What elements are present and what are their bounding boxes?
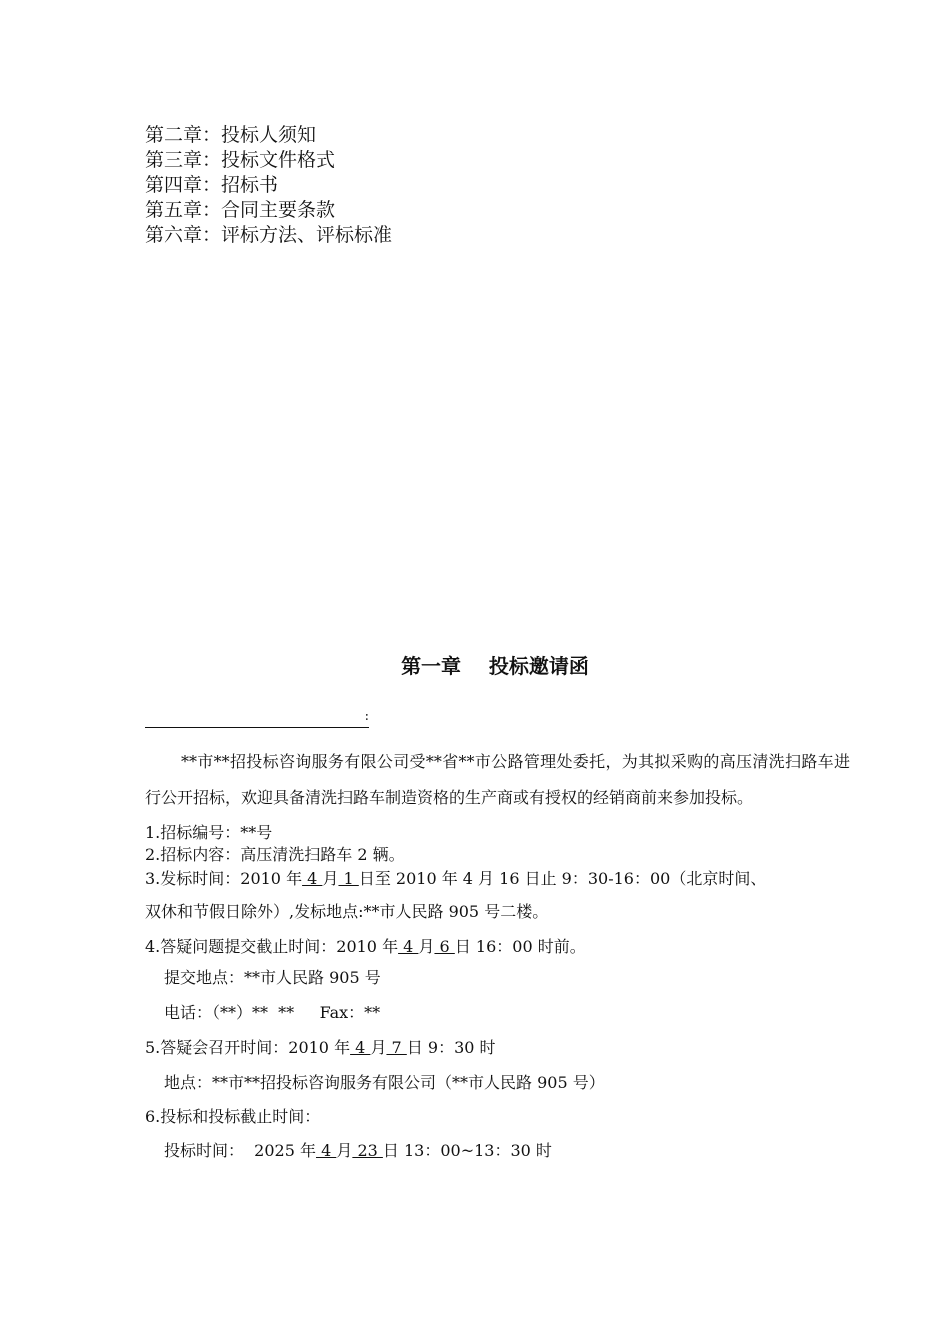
- month-field: 4: [302, 869, 323, 888]
- contact-phone-fax: 电话：（**）** ** Fax：**: [164, 1003, 381, 1022]
- text-segment: 日 16：00 时前。: [454, 937, 586, 956]
- item-issue-place: 双休和节假日除外）,发标地点:**市人民路 905 号二楼。: [145, 902, 549, 921]
- toc-item: 第四章：招标书: [145, 174, 279, 196]
- item-qa-meeting: [145, 1030, 850, 1066]
- meeting-place: 地点：**市**招投标咨询服务有限公司（**市人民路 905 号）: [164, 1073, 605, 1092]
- addressee-colon: :: [364, 709, 369, 724]
- text-segment: 日 9：30 时: [406, 1038, 496, 1057]
- item-bid-deadline-heading: 6.投标和投标截止时间：: [145, 1107, 321, 1126]
- text-segment: 日至 2010 年 4 月 16 日止 9：30-16：00（北京时间、: [358, 869, 767, 888]
- submission-place: 提交地点：**市人民路 905 号: [164, 968, 381, 987]
- text-segment: 日 13：00~13：30 时: [382, 1141, 552, 1160]
- bid-time: [145, 1134, 850, 1168]
- chapter-title-text: 第一章 投标邀请函: [401, 654, 589, 678]
- text-segment: 月: [370, 1038, 387, 1057]
- day-field: 6: [434, 937, 455, 956]
- item-bid-number: 1.招标编号：**号: [145, 823, 273, 842]
- intro-paragraph: **市**招投标咨询服务有限公司受**省**市公路管理处委托，为其拟采购的高压清洗扫路车进行公开招标，欢迎具备清洗扫路车制造资格的生产商或有授权的经销商前来参加投标。: [145, 752, 850, 807]
- toc-item: 第五章：合同主要条款: [145, 199, 336, 221]
- addressee-line: [145, 709, 369, 728]
- day-field: 1: [338, 869, 359, 888]
- text-segment: 4.答疑问题提交截止时间：2010 年: [145, 937, 399, 956]
- invitation-body: [145, 744, 850, 1168]
- text-segment: 3.发标时间：2010 年: [145, 869, 303, 888]
- toc-item: 第六章：评标方法、评标标准: [145, 224, 393, 246]
- month-field: 4: [350, 1038, 371, 1057]
- toc-item: 第二章：投标人须知: [145, 124, 317, 146]
- text-segment: 月: [322, 869, 339, 888]
- month-field: 4: [315, 1141, 337, 1160]
- text-segment: 月: [336, 1141, 353, 1160]
- table-of-contents: [145, 123, 392, 248]
- text-segment: 5.答疑会召开时间：2010 年: [145, 1038, 351, 1057]
- text-segment: 投标时间： 2025 年: [164, 1141, 316, 1160]
- chapter-title: [0, 650, 950, 679]
- day-field: 7: [386, 1038, 407, 1057]
- day-field: 23: [352, 1141, 383, 1160]
- text-segment: 月: [418, 937, 435, 956]
- item-bid-content: 2.招标内容：高压清洗扫路车 2 辆。: [145, 845, 405, 864]
- toc-item: 第三章：投标文件格式: [145, 149, 336, 171]
- month-field: 4: [398, 937, 419, 956]
- item-issue-time: [145, 866, 850, 892]
- item-question-deadline: [145, 934, 850, 960]
